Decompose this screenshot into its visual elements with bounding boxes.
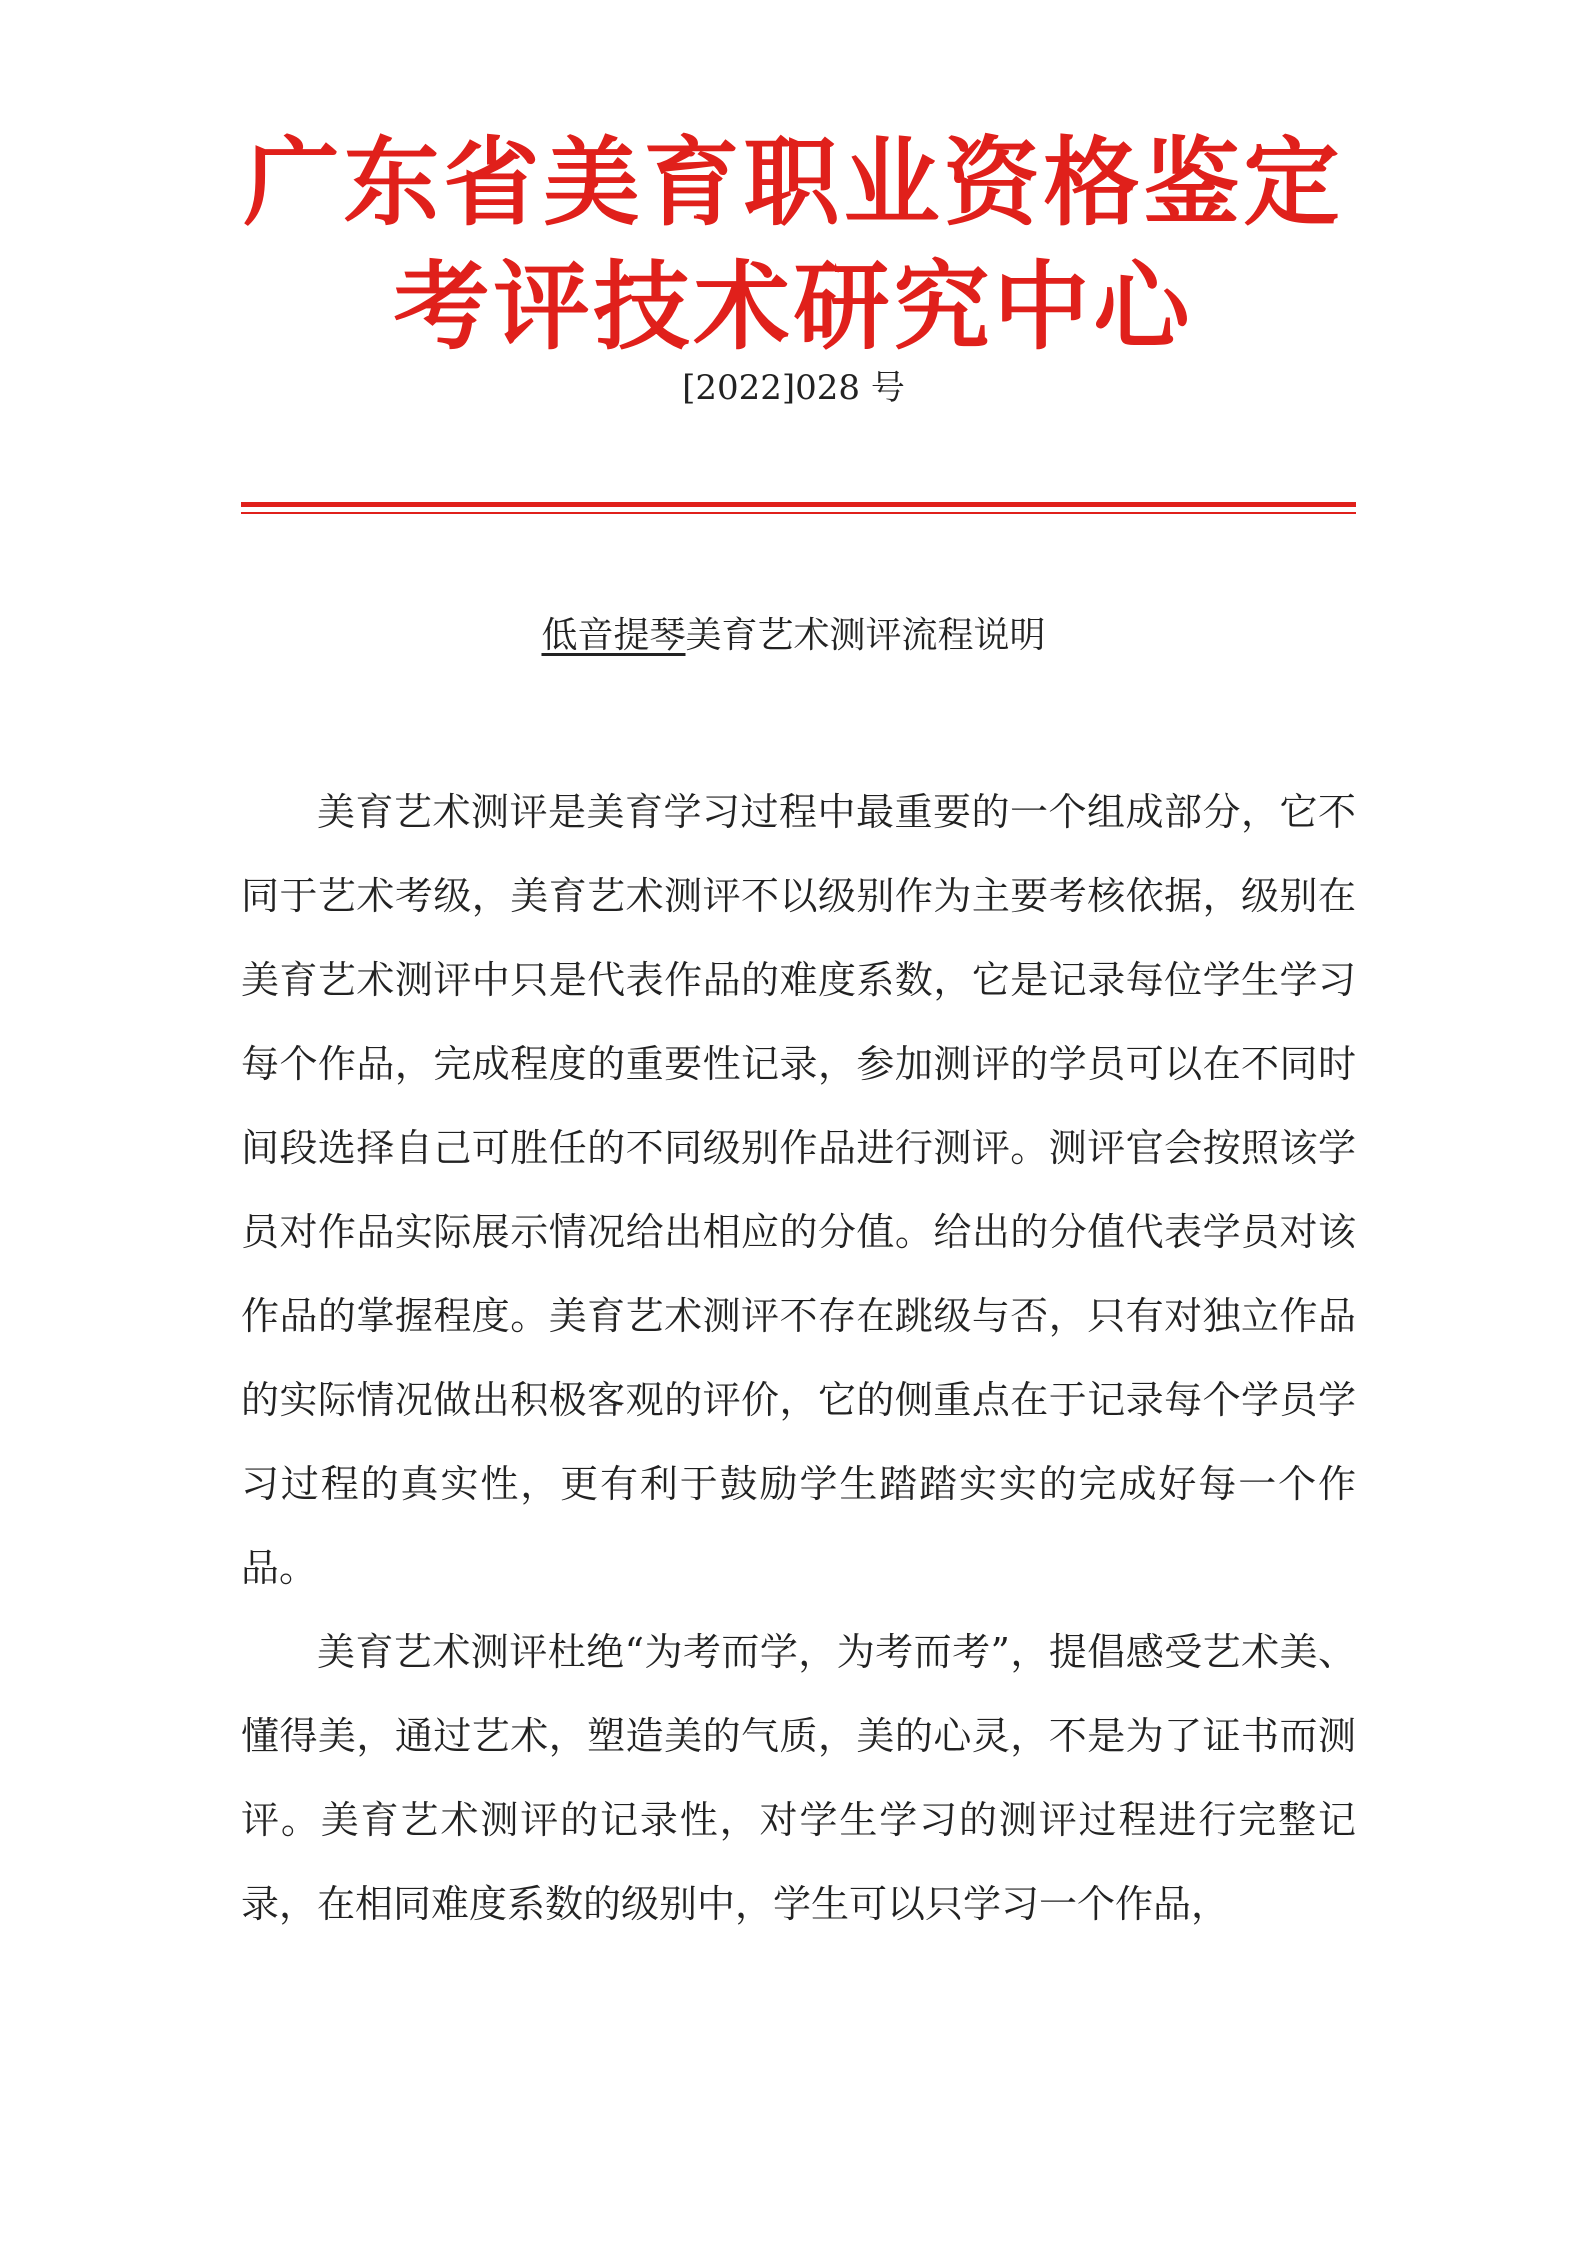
body-paragraph-2: 美育艺术测评杜绝“为考而学，为考而考”，提倡感受艺术美、懂得美，通过艺术，塑造美的气质，美的心灵，不是为了证书而测评。美育艺术测评的记录性，对学生学习的测评过程进行完整记录，在相同难度系数的级别中，学生可以只学习一个作品， [241, 1630, 1356, 1926]
document-number: [2022]028 号 [682, 368, 905, 408]
organization-title-line-1: 广东省美育职业资格鉴定 [243, 126, 1344, 239]
document-body [241, 770, 1356, 1946]
body-paragraph-1: 美育艺术测评是美育学习过程中最重要的一个组成部分，它不同于艺术考级，美育艺术测评不以级别作为主要考核依据，级别在美育艺术测评中只是代表作品的难度系数，它是记录每位学生学习每个作品，完成程度的重要性记录，参加测评的学员可以在不同时间段选择自己可胜任的不同级别作品进行测评。测评官会按照该学员对作品实际展示情况给出相应的分值。给出的分值代表学员对该作品的掌握程度。美育艺术测评不存在跳级与否，只有对独立作品的实际情况做出积极客观的评价，它的侧重点在于记录每个学员学习过程的真实性，更有利于鼓励学生踏踏实实的完成好每一个作品。 [241, 790, 1356, 1590]
subject-instrument: 低音提琴 [541, 615, 686, 656]
header-divider-thin [241, 512, 1356, 514]
subject-title: 美育艺术测评流程说明 [685, 615, 1046, 656]
header-divider-thick [241, 502, 1356, 507]
organization-title-line-2: 考评技术研究中心 [393, 250, 1194, 363]
document-subject [0, 612, 1587, 660]
